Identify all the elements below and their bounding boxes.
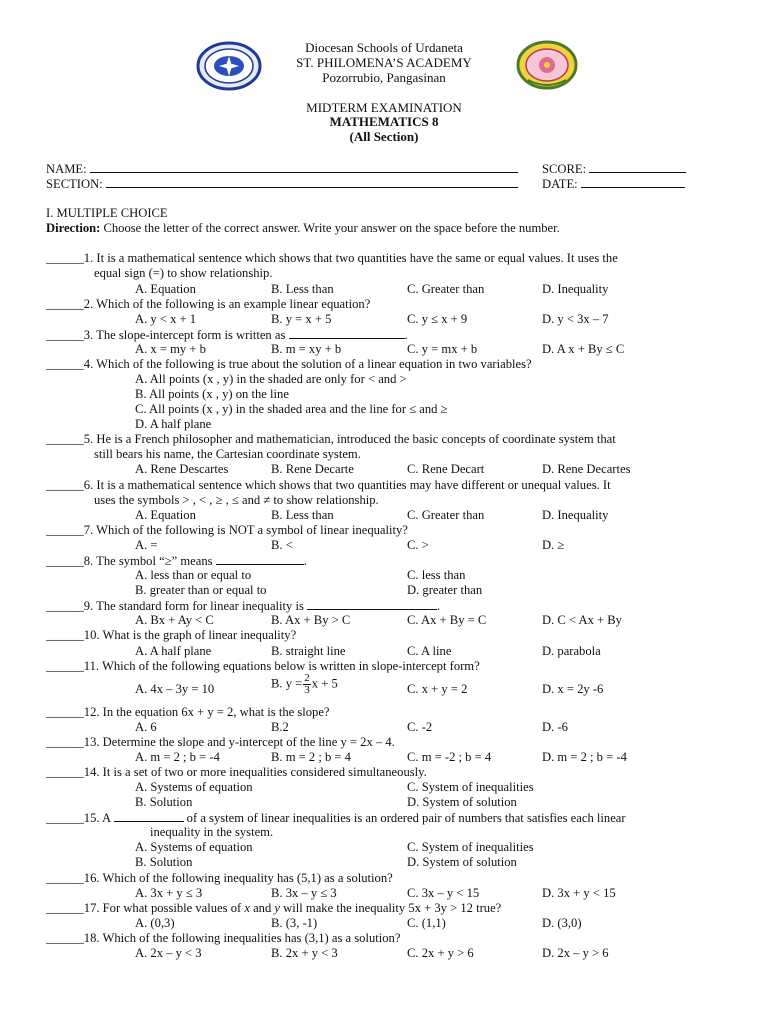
option-label: B. y = (271, 676, 303, 691)
option[interactable]: D. -6 (542, 720, 568, 734)
question-6-options (0, 508, 768, 523)
academy-name: ST. PHILOMENA’S ACADEMY (296, 55, 472, 70)
section-title: (All Section) (349, 129, 419, 144)
question-3-text: ______3. The slope-intercept form is written as (46, 328, 286, 342)
score-label: SCORE: (542, 162, 587, 176)
date-field[interactable] (542, 176, 685, 192)
exam-title: MIDTERM EXAMINATION (306, 100, 462, 115)
option[interactable]: A. Rene Descartes (135, 462, 229, 476)
name-field[interactable] (46, 161, 518, 177)
question-13: ______13. Determine the slope and y-intercept of the line y = 2x – 4. (46, 735, 395, 749)
option[interactable]: A. Equation (135, 282, 196, 296)
option[interactable]: A. y < x + 1 (135, 312, 197, 326)
option[interactable]: A. less than or equal to (135, 568, 252, 582)
option[interactable]: C. System of inequalities (407, 840, 534, 854)
question-3-blank (289, 327, 405, 339)
question-15-text-a: ______15. A (46, 811, 114, 825)
question-7: ______7. Which of the following is NOT a symbol of linear inequality? (46, 523, 408, 537)
option[interactable]: B. Solution (135, 855, 193, 869)
option[interactable]: B. greater than or equal to (135, 583, 267, 597)
option[interactable]: B. m = 2 ; b = 4 (271, 750, 351, 764)
option[interactable]: A. Systems of equation (135, 840, 253, 854)
question-16: ______16. Which of the following inequality has (5,1) as a solution? (46, 871, 393, 885)
question-17-text-c: will make the inequality 5x + 3y > 12 true? (280, 901, 502, 915)
option[interactable]: A. 4x – 3y = 10 (135, 682, 215, 696)
option[interactable]: B.2 (271, 720, 289, 734)
school-name: Diocesan Schools of Urdaneta (305, 40, 463, 55)
question-7-options (0, 538, 768, 553)
question-6: ______6. It is a mathematical sentence which shows that two quantities may have different or unequal values. It (46, 478, 611, 492)
option[interactable]: D. A x + By ≤ C (542, 342, 625, 356)
question-14-options-row2 (0, 795, 768, 810)
option[interactable]: B. 2x + y < 3 (271, 946, 338, 960)
question-12-options (0, 720, 768, 735)
option[interactable]: A. m = 2 ; b = -4 (135, 750, 220, 764)
question-3: ______3. The slope-intercept form is written as . (46, 328, 408, 342)
question-9-blank (307, 598, 437, 610)
question-17-text-a: ______17. For what possible values of (46, 901, 245, 915)
question-18-options (0, 946, 768, 961)
option[interactable]: D. Inequality (542, 282, 609, 296)
option[interactable]: D. y < 3x – 7 (542, 312, 609, 326)
option[interactable]: B. straight line (271, 644, 346, 658)
option[interactable]: B. Rene Decarte (271, 462, 354, 476)
question-17-text-b: and (249, 901, 275, 915)
option[interactable]: C. 2x + y > 6 (407, 946, 474, 960)
question-5-cont: still bears his name, the Cartesian coordinate system. (94, 447, 361, 461)
question-8-options-row2 (0, 583, 768, 598)
option[interactable]: C. Greater than (407, 508, 485, 522)
option[interactable]: C. Greater than (407, 282, 485, 296)
option[interactable]: C. Ax + By = C (407, 613, 487, 627)
option[interactable]: A. 3x + y ≤ 3 (135, 886, 203, 900)
question-8-text: ______8. The symbol “≥” means (46, 554, 213, 568)
section-field[interactable] (46, 176, 518, 192)
option[interactable]: A. All points (x , y) in the shaded are only for < and > (135, 372, 407, 386)
direction-text: Choose the letter of the correct answer. Write your answer on the space before the number. (100, 221, 560, 235)
option[interactable]: B. Ax + By > C (271, 613, 351, 627)
question-8-blank (216, 553, 304, 565)
question-15-options-row2 (0, 855, 768, 870)
fraction-denominator: 3 (304, 684, 310, 696)
question-6-cont: uses the symbols > , < , ≥ , ≤ and ≠ to show relationship. (94, 493, 379, 507)
option[interactable]: C. 3x – y < 15 (407, 886, 480, 900)
question-9-options (0, 613, 768, 628)
option[interactable]: A. 6 (135, 720, 157, 734)
option[interactable]: C. less than (407, 568, 466, 582)
question-11-options (0, 672, 768, 697)
question-10-options (0, 644, 768, 659)
date-blank[interactable] (581, 176, 685, 188)
fraction-numerator: 2 (304, 672, 310, 684)
score-field[interactable] (542, 161, 686, 177)
option[interactable]: A. 2x – y < 3 (135, 946, 202, 960)
fraction (303, 673, 311, 696)
question-14-options-row1 (0, 780, 768, 795)
question-2: ______2. Which of the following is an example linear equation? (46, 297, 371, 311)
option[interactable]: B. (3, -1) (271, 916, 318, 930)
question-5-options (0, 462, 768, 477)
question-14: ______14. It is a set of two or more inequalities considered simultaneously. (46, 765, 427, 779)
question-16-options (0, 886, 768, 901)
option[interactable]: D. C < Ax + By (542, 613, 622, 627)
question-12: ______12. In the equation 6x + y = 2, what is the slope? (46, 705, 330, 719)
option[interactable]: A. Bx + Ay < C (135, 613, 214, 627)
option[interactable]: B. Less than (271, 282, 334, 296)
option[interactable]: C. x + y = 2 (407, 682, 468, 696)
direction-label: Direction: (46, 221, 101, 235)
question-9-text: ______9. The standard form for linear inequality is (46, 599, 304, 613)
question-2-options (0, 312, 768, 327)
date-label: DATE: (542, 177, 578, 191)
option[interactable]: D. (3,0) (542, 916, 582, 930)
question-4: ______4. Which of the following is true about the solution of a linear equation in two variables? (46, 357, 532, 371)
option[interactable]: D. greater than (407, 583, 483, 597)
option[interactable]: C. All points (x , y) in the shaded area and the line for ≤ and ≥ (135, 402, 448, 416)
option[interactable]: A. x = my + b (135, 342, 206, 356)
option[interactable]: D. parabola (542, 644, 601, 658)
option[interactable]: B. < (271, 538, 293, 552)
question-9: ______9. The standard form for linear inequality is . (46, 599, 441, 613)
section-label: SECTION: (46, 177, 103, 191)
option[interactable]: B. y = x + 5 (271, 312, 332, 326)
option[interactable]: B. Solution (135, 795, 193, 809)
option[interactable]: B. 3x – y ≤ 3 (271, 886, 337, 900)
option[interactable]: D. 2x – y > 6 (542, 946, 609, 960)
option[interactable]: D. A half plane (135, 417, 212, 431)
question-18: ______18. Which of the following inequalities has (3,1) as a solution? (46, 931, 401, 945)
school-location: Pozorrubio, Pangasinan (322, 70, 446, 85)
question-17 (46, 901, 501, 916)
option[interactable]: A. = (135, 538, 158, 552)
option[interactable]: C. y = mx + b (407, 342, 478, 356)
section-blank[interactable] (106, 176, 518, 188)
option-tail: x + 5 (311, 676, 338, 691)
option[interactable]: D. ≥ (542, 538, 565, 552)
question-5: ______5. He is a French philosopher and mathematician, introduced the basic concepts of coordinate system that (46, 432, 616, 446)
name-blank[interactable] (90, 161, 518, 173)
option[interactable]: C. (1,1) (407, 916, 446, 930)
option[interactable]: C. -2 (407, 720, 433, 734)
question-10: ______10. What is the graph of linear inequality? (46, 628, 297, 642)
option[interactable]: C. m = -2 ; b = 4 (407, 750, 492, 764)
question-15-options-row1 (0, 840, 768, 855)
option[interactable]: D. Rene Decartes (542, 462, 631, 476)
question-15-text-b: of a system of linear inequalities is an ordered pair of numbers that satisfies each linear (183, 811, 626, 825)
option[interactable]: A. (0,3) (135, 916, 175, 930)
question-13-options (0, 750, 768, 765)
question-3-options (0, 342, 768, 357)
option[interactable]: B. All points (x , y) on the line (135, 387, 289, 401)
option[interactable]: C. > (407, 538, 429, 552)
question-1-options (0, 282, 768, 297)
subject-title: MATHEMATICS 8 (329, 114, 439, 129)
question-8: ______8. The symbol “≥” means . (46, 554, 307, 568)
question-15 (46, 810, 626, 826)
score-blank[interactable] (589, 161, 686, 173)
name-label: NAME: (46, 162, 87, 176)
option[interactable]: C. Rene Decart (407, 462, 485, 476)
option[interactable]: D. Inequality (542, 508, 609, 522)
option[interactable]: C. y ≤ x + 9 (407, 312, 468, 326)
option[interactable]: D. System of solution (407, 795, 517, 809)
question-15-cont: inequality in the system. (150, 825, 274, 839)
question-17-options (0, 916, 768, 931)
variable-y: y (274, 901, 281, 915)
part-heading: I. MULTIPLE CHOICE (46, 206, 168, 220)
option[interactable]: B. Less than (271, 508, 334, 522)
direction (46, 221, 560, 236)
variable-x: x (244, 901, 250, 915)
question-1: ______1. It is a mathematical sentence which shows that two quantities have the same or equal values. It uses the (46, 251, 618, 265)
option[interactable]: B. m = xy + b (271, 342, 342, 356)
option[interactable]: C. System of inequalities (407, 780, 534, 794)
question-8-options-row1 (0, 568, 768, 583)
option[interactable]: A. A half plane (135, 644, 212, 658)
question-11: ______11. Which of the following equations below is written in slope-intercept form? (46, 659, 480, 673)
question-1-cont: equal sign (=) to show relationship. (94, 266, 273, 280)
option[interactable]: D. m = 2 ; b = -4 (542, 750, 627, 764)
option[interactable]: D. 3x + y < 15 (542, 886, 616, 900)
question-15-blank (114, 810, 184, 822)
option[interactable]: D. System of solution (407, 855, 517, 869)
option[interactable]: A. Systems of equation (135, 780, 253, 794)
option[interactable]: D. x = 2y -6 (542, 682, 604, 696)
option-with-fraction[interactable] (271, 673, 338, 696)
option[interactable]: A. Equation (135, 508, 196, 522)
option[interactable]: C. A line (407, 644, 452, 658)
